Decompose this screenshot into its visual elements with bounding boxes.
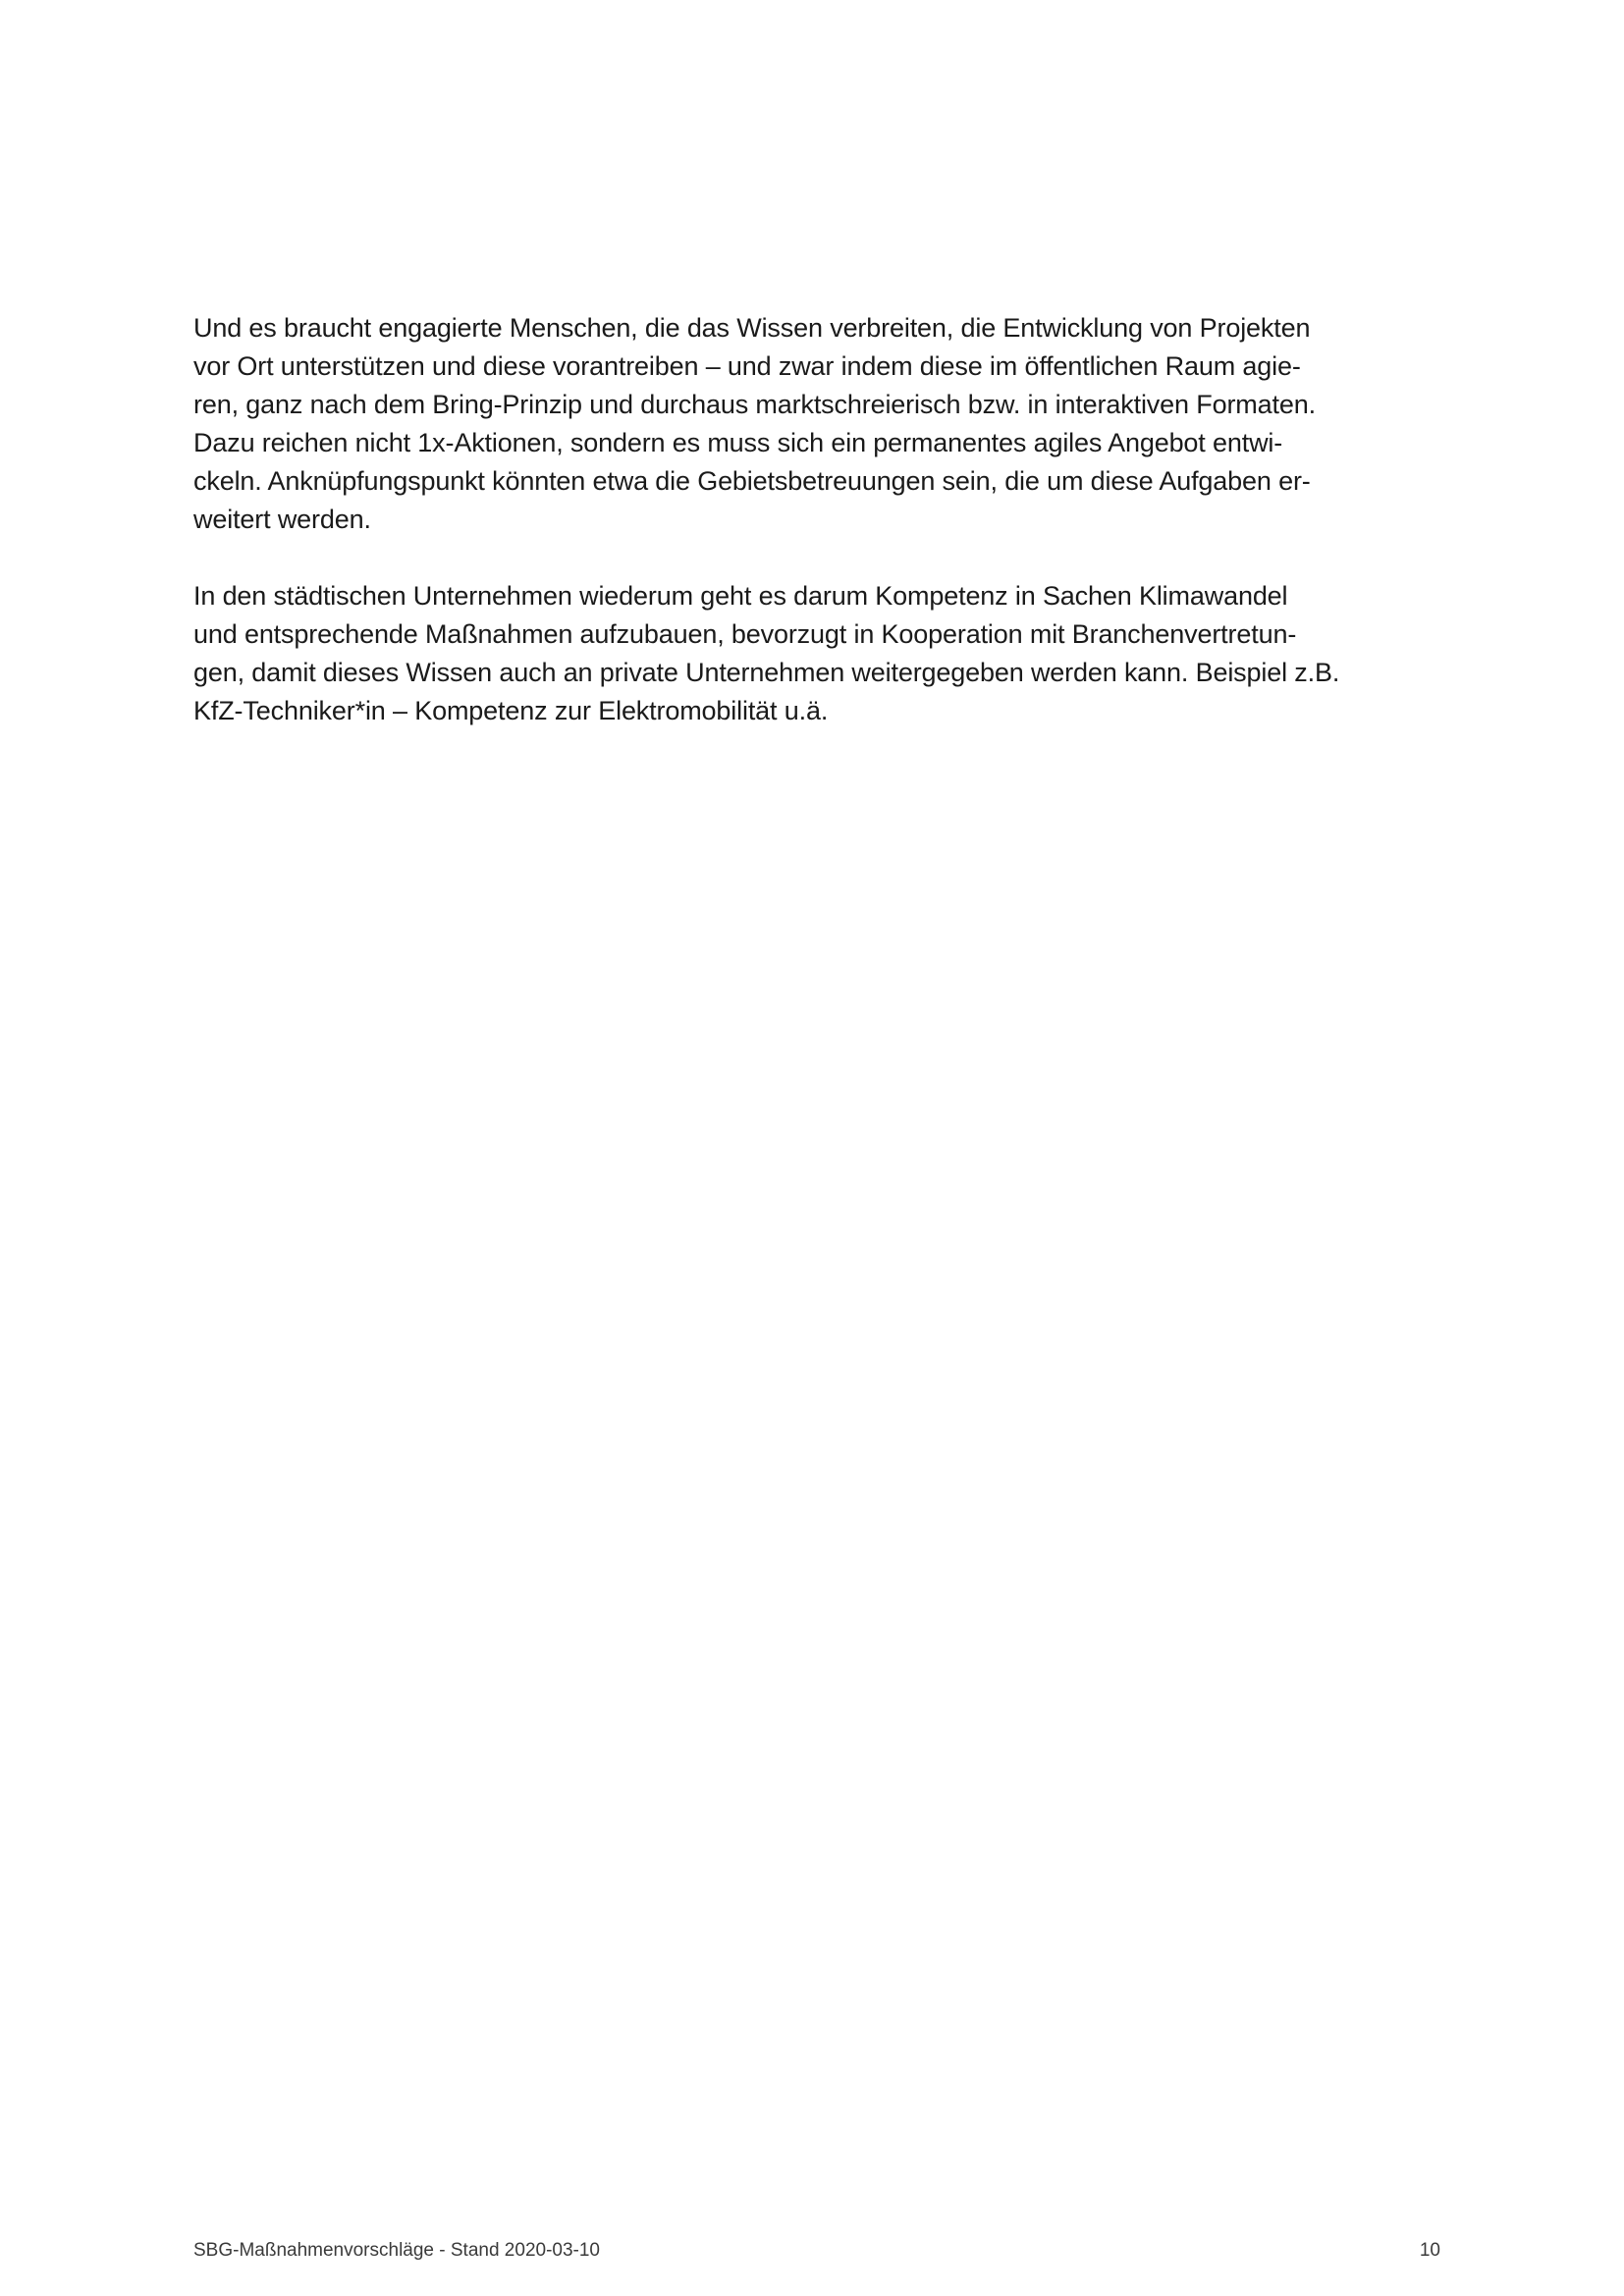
text-line: ren, ganz nach dem Bring-Prinzip und durchaus marktschreierisch bzw. in interaktiven Formaten. (193, 390, 1316, 419)
text-line: Und es braucht engagierte Menschen, die das Wissen verbreiten, die Entwicklung von Projekten (193, 313, 1311, 343)
text-line: Dazu reichen nicht 1x-Aktionen, sondern es muss sich ein permanentes agiles Angebot entwi- (193, 428, 1283, 457)
paragraph-staedtische-unternehmen (193, 577, 1440, 730)
page-number: 10 (1419, 2240, 1440, 2261)
footer-title: SBG-Maßnahmenvorschläge - Stand 2020-03-10 (193, 2240, 601, 2261)
text-line: weitert werden. (193, 505, 371, 534)
paragraph-spacer (193, 539, 1440, 577)
text-line: ckeln. Anknüpfungspunkt könnten etwa die Gebietsbetreuungen sein, die um diese Aufgaben er- (193, 466, 1311, 496)
paragraph-engagierte-menschen (193, 309, 1440, 539)
text-line: In den städtischen Unternehmen wiederum geht es darum Kompetenz in Sachen Klimawandel (193, 581, 1288, 611)
text-line: gen, damit dieses Wissen auch an private Unternehmen weitergegeben werden kann. Beispiel z.B. (193, 658, 1340, 687)
page-footer (193, 2236, 1440, 2266)
text-line: und entsprechende Maßnahmen aufzubauen, bevorzugt in Kooperation mit Branchenvertretun- (193, 619, 1297, 649)
text-line: KfZ-Techniker*in – Kompetenz zur Elektromobilität u.ä. (193, 696, 829, 725)
body-text (193, 309, 1440, 730)
text-line: vor Ort unterstützen und diese vorantreiben – und zwar indem diese im öffentlichen Raum agie- (193, 351, 1301, 381)
